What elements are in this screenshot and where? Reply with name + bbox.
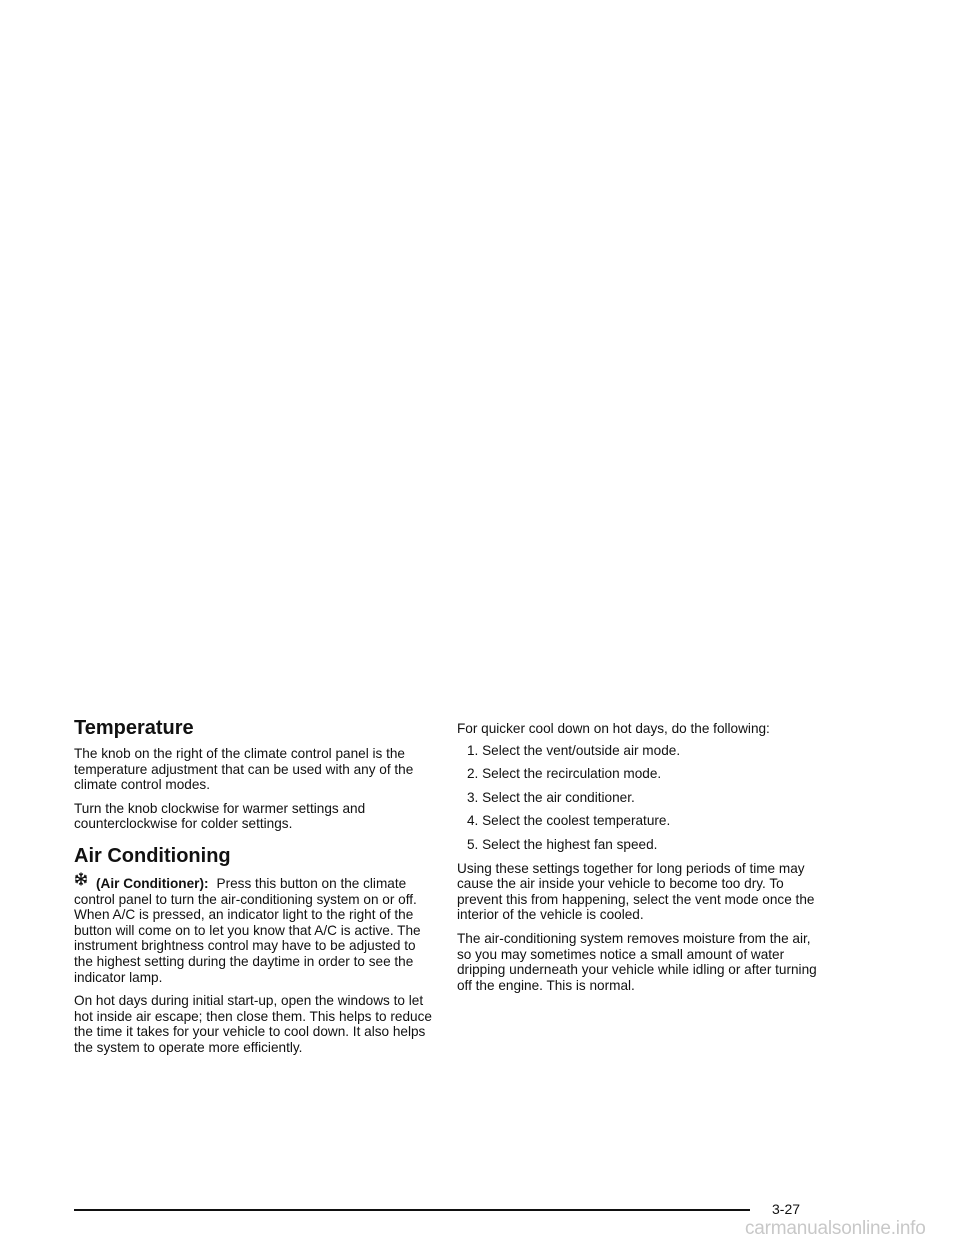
- heading-temperature: Temperature: [74, 717, 194, 739]
- ac-paragraph-1-text: Press this button on the climate control panel to turn the air-conditioning system on or off. When A/C is pressed, an indicator light to the right of the button will come on to let you know that A/C is active. The instrument brightness control may have to be adjusted to the highest setting during the daytime in order to see the indicator lamp.: [74, 875, 421, 985]
- list-item: 3. Select the air conditioner.: [467, 789, 635, 805]
- temperature-paragraph-2: Turn the knob clockwise for warmer settings and counterclockwise for colder settings.: [74, 800, 366, 832]
- temperature-paragraph-1: The knob on the right of the climate control panel is the temperature adjustment that can be used with any of the climate control modes.: [74, 746, 414, 793]
- left-column: [74, 716, 436, 1064]
- quick-cool-intro: For quicker cool down on hot days, do the following:: [457, 721, 770, 736]
- quick-cool-steps: [457, 743, 827, 853]
- ac-label: (Air Conditioner):: [96, 875, 209, 891]
- settings-paragraph: Using these settings together for long periods of time may cause the air inside your vehicle to become too dry. To prevent this from happening, select the vent mode once the interior of the vehicle is cooled.: [457, 860, 815, 923]
- list-item: 1. Select the vent/outside air mode.: [467, 742, 681, 758]
- list-item: 5. Select the highest fan speed.: [467, 836, 658, 852]
- snowflake-icon: [74, 872, 88, 886]
- watermark: carmanualsonline.info: [745, 1218, 926, 1239]
- page-number: 3-27: [772, 1201, 801, 1217]
- footer-rule: [74, 1209, 750, 1211]
- ac-paragraph-2: On hot days during initial start-up, open the windows to let hot inside air escape; then close them. This helps to reduce the time it takes for your vehicle to cool down. It also helps the system to operate more efficiently.: [74, 993, 432, 1055]
- right-column: [457, 721, 827, 1001]
- list-item: 4. Select the coolest temperature.: [467, 813, 671, 829]
- moisture-paragraph: The air-conditioning system removes moisture from the air, so you may sometimes notice a small amount of water dripping underneath your vehicle while idling or after turning off the engine. This is normal.: [457, 930, 817, 993]
- ac-paragraph-1: [74, 874, 436, 985]
- heading-air-conditioning: Air Conditioning: [74, 844, 231, 867]
- list-item: 2. Select the recirculation mode.: [467, 766, 662, 782]
